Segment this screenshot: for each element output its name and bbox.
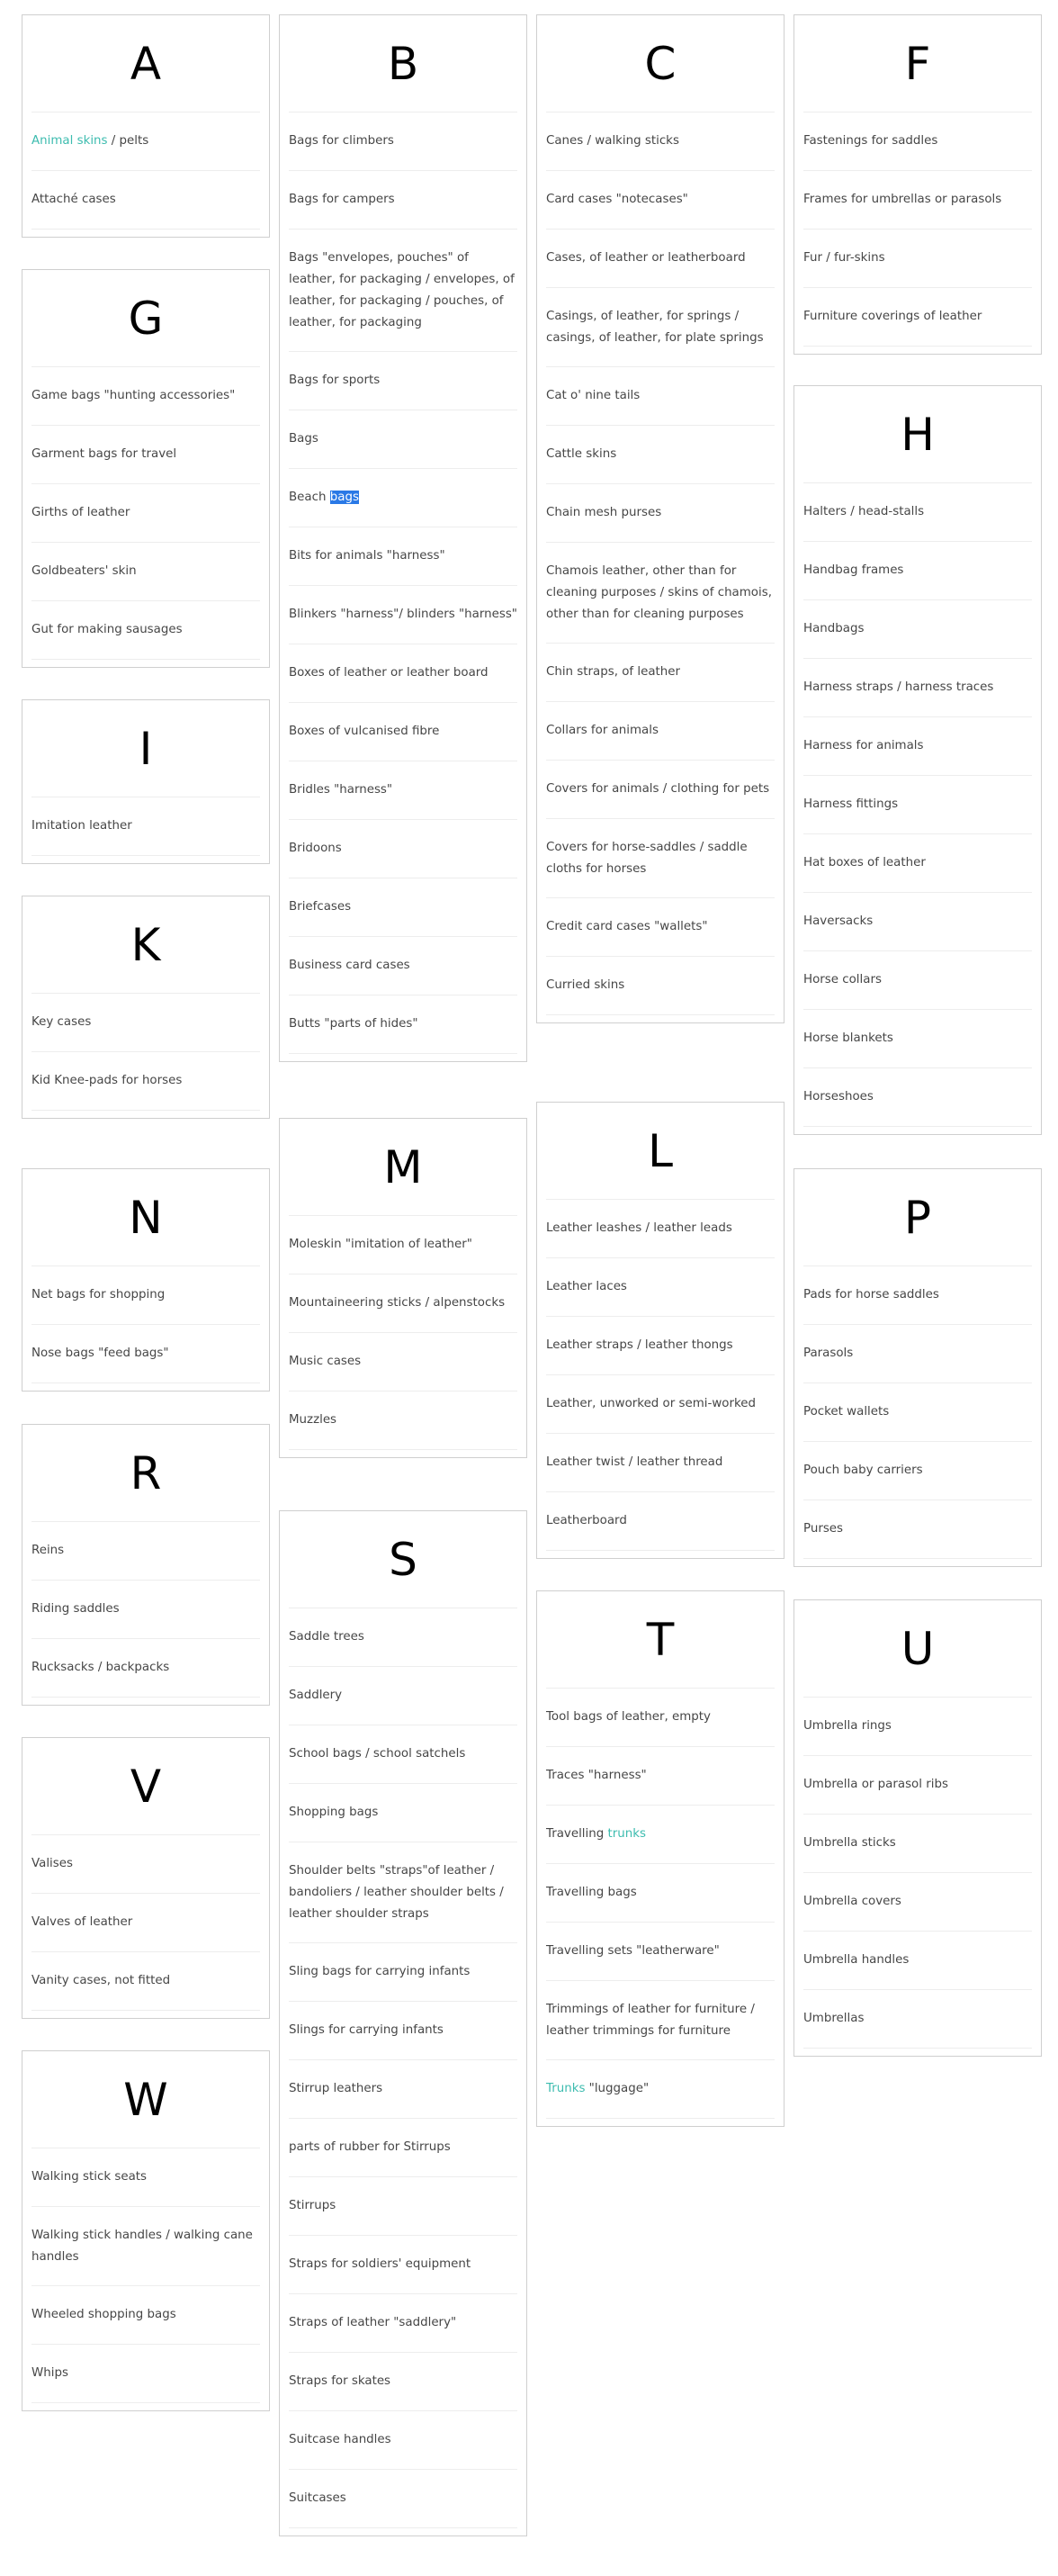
term-text: Game bags "hunting accessories" xyxy=(31,389,236,402)
term-text: Tool bags of leather, empty xyxy=(546,1710,711,1724)
term-item-pouch-baby-carriers xyxy=(803,1442,1032,1500)
term-text: Chamois leather, other than for cleaning purposes / skins of chamois, other than for cleaning purposes xyxy=(546,564,772,621)
letter-card-l xyxy=(536,1102,785,1559)
term-text: Pouch baby carriers xyxy=(803,1464,923,1477)
term-item-leather-laces xyxy=(546,1258,775,1317)
term-text: Bags xyxy=(289,432,318,446)
term-text: Blinkers "harness"/ blinders "harness" xyxy=(289,608,517,621)
term-list xyxy=(31,994,260,1111)
term-list xyxy=(289,1608,517,2528)
term-item-leather-twist-leather-thread xyxy=(546,1434,775,1492)
term-list xyxy=(31,2148,260,2403)
term-text: Gut for making sausages xyxy=(31,623,183,636)
term-item-tool-bags-of-leather-empty xyxy=(546,1689,775,1747)
term-text: Valises xyxy=(31,1857,73,1870)
term-text: Haversacks xyxy=(803,914,874,928)
card-bottom-spacer xyxy=(537,1551,784,1558)
term-text: Bits for animals "harness" xyxy=(289,549,445,563)
term-item-parasols xyxy=(803,1325,1032,1383)
letter-heading: S xyxy=(289,1511,517,1608)
term-list xyxy=(803,1266,1032,1559)
term-text: Boxes of vulcanised fibre xyxy=(289,725,440,738)
term-item-slings-for-carrying-infants xyxy=(289,2002,517,2060)
term-list xyxy=(546,1200,775,1551)
term-link[interactable]: trunks xyxy=(607,1827,646,1841)
term-item-haversacks xyxy=(803,893,1032,951)
term-item-animal-skins-pelts xyxy=(31,113,260,171)
term-text: Girths of leather xyxy=(31,506,130,519)
term-text: Cat o' nine tails xyxy=(546,389,641,402)
term-item-valises xyxy=(31,1835,260,1894)
letter-heading: R xyxy=(31,1425,260,1522)
term-item-riding-saddles xyxy=(31,1581,260,1639)
term-list xyxy=(31,113,260,230)
term-item-kid-knee-pads-for-horses xyxy=(31,1052,260,1111)
term-item-key-cases xyxy=(31,994,260,1052)
term-item-bags-for-campers xyxy=(289,171,517,230)
term-text: Suitcases xyxy=(289,2491,346,2505)
term-text: Travelling xyxy=(546,1827,608,1841)
letter-heading: I xyxy=(31,700,260,797)
term-item-harness-fittings xyxy=(803,776,1032,834)
term-item-sling-bags-for-carrying-infants xyxy=(289,1943,517,2002)
term-text: Net bags for shopping xyxy=(31,1288,166,1302)
term-item-net-bags-for-shopping xyxy=(31,1266,260,1325)
term-item-travelling-sets-leatherware xyxy=(546,1923,775,1981)
term-item-game-bags-hunting-accessories xyxy=(31,367,260,426)
term-item-cattle-skins xyxy=(546,426,775,484)
term-item-cat-o-nine-tails xyxy=(546,367,775,426)
term-item-umbrellas xyxy=(803,1990,1032,2049)
term-text: parts of rubber for Stirrups xyxy=(289,2140,451,2154)
term-text: "luggage" xyxy=(585,2082,650,2095)
letter-card-a xyxy=(22,14,270,238)
letter-heading: V xyxy=(31,1738,260,1835)
term-text: Leather straps / leather thongs xyxy=(546,1338,733,1352)
term-item-muzzles xyxy=(289,1392,517,1450)
term-text: Harness for animals xyxy=(803,739,924,752)
term-text: Straps of leather "saddlery" xyxy=(289,2316,457,2329)
term-text: Rucksacks / backpacks xyxy=(31,1661,170,1674)
term-item-saddlery xyxy=(289,1667,517,1725)
term-text: Handbag frames xyxy=(803,563,904,577)
term-text: Bags for campers xyxy=(289,193,395,206)
term-item-pocket-wallets xyxy=(803,1383,1032,1442)
term-item-harness-straps-harness-traces xyxy=(803,659,1032,717)
term-item-business-card-cases xyxy=(289,937,517,995)
term-list xyxy=(31,797,260,856)
letter-card-s xyxy=(279,1510,527,2536)
term-item-walking-stick-seats xyxy=(31,2148,260,2207)
term-text: Saddlery xyxy=(289,1689,343,1702)
term-text: Canes / walking sticks xyxy=(546,134,679,148)
term-item-stirrups xyxy=(289,2177,517,2236)
term-text: Briefcases xyxy=(289,900,352,914)
term-list xyxy=(803,483,1032,1127)
term-item-credit-card-cases-wallets xyxy=(546,898,775,957)
term-item-reins xyxy=(31,1522,260,1581)
term-list xyxy=(546,1689,775,2119)
term-text: Shopping bags xyxy=(289,1806,379,1819)
term-text: Sling bags for carrying infants xyxy=(289,1965,471,1978)
card-bottom-spacer xyxy=(794,1127,1041,1134)
term-text: Moleskin "imitation of leather" xyxy=(289,1238,472,1251)
term-item-vanity-cases-not-fitted xyxy=(31,1952,260,2011)
term-text: Covers for horse-saddles / saddle cloths for horses xyxy=(546,841,748,876)
card-bottom-spacer xyxy=(22,230,269,237)
card-bottom-spacer xyxy=(280,2528,526,2535)
term-item-halters-head-stalls xyxy=(803,483,1032,542)
term-text: Wheeled shopping bags xyxy=(31,2308,176,2321)
letter-heading: N xyxy=(31,1169,260,1266)
term-text: Reins xyxy=(31,1544,65,1557)
term-text: Covers for animals / clothing for pets xyxy=(546,782,770,796)
selected-text: bags xyxy=(329,491,359,504)
term-item-covers-for-horse-saddles-saddle-cloths-for-horse xyxy=(546,819,775,898)
term-text: Nose bags "feed bags" xyxy=(31,1347,169,1360)
term-text: Curried skins xyxy=(546,978,625,992)
term-item-stirrup-leathers xyxy=(289,2060,517,2119)
term-item-umbrella-handles xyxy=(803,1932,1032,1990)
term-item-leatherboard xyxy=(546,1492,775,1551)
card-bottom-spacer xyxy=(22,1698,269,1705)
term-text: Bridles "harness" xyxy=(289,783,393,797)
term-item-straps-for-skates xyxy=(289,2353,517,2411)
letter-heading: M xyxy=(289,1119,517,1216)
letter-card-h xyxy=(794,385,1042,1135)
card-bottom-spacer xyxy=(280,1450,526,1457)
letter-heading: A xyxy=(31,15,260,113)
term-text: Leatherboard xyxy=(546,1514,627,1527)
letter-heading: U xyxy=(803,1600,1032,1698)
term-text: Pocket wallets xyxy=(803,1405,890,1419)
term-text: Attaché cases xyxy=(31,193,116,206)
term-text: Music cases xyxy=(289,1355,362,1368)
term-item-chin-straps-of-leather xyxy=(546,644,775,702)
letter-heading: C xyxy=(546,15,775,113)
term-text: Collars for animals xyxy=(546,724,659,737)
term-text: Credit card cases "wallets" xyxy=(546,920,708,933)
term-item-imitation-leather xyxy=(31,797,260,856)
term-item-bags-envelopes-pouches-of-leather-for-packaging- xyxy=(289,230,517,352)
term-list xyxy=(31,1266,260,1383)
term-text: Bags for sports xyxy=(289,374,381,387)
term-item-travelling-bags xyxy=(546,1864,775,1923)
term-item-school-bags-school-satchels xyxy=(289,1725,517,1784)
term-list xyxy=(31,367,260,660)
term-text: Stirrups xyxy=(289,2199,336,2212)
term-item-valves-of-leather xyxy=(31,1894,260,1952)
term-item-leather-straps-leather-thongs xyxy=(546,1317,775,1375)
term-text: Casings, of leather, for springs / casings, of leather, for plate springs xyxy=(546,310,764,345)
term-item-straps-for-soldiers-equipment xyxy=(289,2236,517,2294)
term-item-bridles-harness xyxy=(289,761,517,820)
term-text: Walking stick seats xyxy=(31,2170,147,2184)
term-text: Chain mesh purses xyxy=(546,506,662,519)
letter-card-c xyxy=(536,14,785,1023)
term-text: Cattle skins xyxy=(546,447,617,461)
term-text: Horseshoes xyxy=(803,1090,874,1103)
term-text: Umbrella rings xyxy=(803,1719,892,1733)
term-item-chain-mesh-purses xyxy=(546,484,775,543)
term-item-bags-for-sports xyxy=(289,352,517,410)
term-item-music-cases xyxy=(289,1333,517,1392)
term-item-rucksacks-backpacks xyxy=(31,1639,260,1698)
term-item-mountaineering-sticks-alpenstocks xyxy=(289,1274,517,1333)
term-text: Umbrella covers xyxy=(803,1895,901,1908)
term-text: Butts "parts of hides" xyxy=(289,1017,418,1031)
term-text: Bridoons xyxy=(289,842,342,855)
term-list xyxy=(31,1522,260,1698)
term-item-girths-of-leather xyxy=(31,484,260,543)
term-item-traces-harness xyxy=(546,1747,775,1806)
term-item-nose-bags-feed-bags xyxy=(31,1325,260,1383)
term-item-travelling-trunks xyxy=(546,1806,775,1864)
term-text: Umbrellas xyxy=(803,2012,865,2025)
term-item-handbags xyxy=(803,600,1032,659)
term-item-fastenings-for-saddles xyxy=(803,113,1032,171)
card-bottom-spacer xyxy=(537,2119,784,2126)
term-item-leather-leashes-leather-leads xyxy=(546,1200,775,1258)
term-text: Bags "envelopes, pouches" of leather, for packaging / envelopes, of leather, for packaging / pouches, of leather, for packaging xyxy=(289,251,515,329)
letter-card-r xyxy=(22,1424,270,1706)
letter-heading: P xyxy=(803,1169,1032,1266)
term-text: Leather leashes / leather leads xyxy=(546,1221,732,1235)
card-bottom-spacer xyxy=(22,1111,269,1118)
term-list xyxy=(289,1216,517,1450)
term-item-hat-boxes-of-leather xyxy=(803,834,1032,893)
term-text: Imitation leather xyxy=(31,819,132,833)
term-text: Whips xyxy=(31,2366,68,2380)
term-item-canes-walking-sticks xyxy=(546,113,775,171)
term-item-bits-for-animals-harness xyxy=(289,527,517,586)
term-item-card-cases-notecases xyxy=(546,171,775,230)
term-item-covers-for-animals-clothing-for-pets xyxy=(546,761,775,819)
letter-card-f xyxy=(794,14,1042,355)
term-text: Frames for umbrellas or parasols xyxy=(803,193,1002,206)
term-text: Umbrella sticks xyxy=(803,1836,896,1850)
card-bottom-spacer xyxy=(537,1015,784,1022)
term-item-bridoons xyxy=(289,820,517,878)
term-item-chamois-leather-other-than-for-cleaning-purposes xyxy=(546,543,775,644)
term-item-moleskin-imitation-of-leather xyxy=(289,1216,517,1274)
letter-card-w xyxy=(22,2050,270,2411)
letter-heading: K xyxy=(31,896,260,994)
term-item-parts-of-rubber-for-stirrups xyxy=(289,2119,517,2177)
term-item-umbrella-covers xyxy=(803,1873,1032,1932)
term-item-wheeled-shopping-bags xyxy=(31,2286,260,2345)
letter-card-k xyxy=(22,896,270,1119)
term-text: Garment bags for travel xyxy=(31,447,177,461)
term-text: / pelts xyxy=(107,134,149,148)
letter-heading: W xyxy=(31,2051,260,2148)
term-item-whips xyxy=(31,2345,260,2403)
term-item-purses xyxy=(803,1500,1032,1559)
term-text: Card cases "notecases" xyxy=(546,193,688,206)
term-link[interactable]: Animal skins xyxy=(31,134,108,148)
term-item-beach-bags xyxy=(289,469,517,527)
term-item-suitcase-handles xyxy=(289,2411,517,2470)
term-text: Bags for climbers xyxy=(289,134,394,148)
letter-heading: L xyxy=(546,1103,775,1200)
term-text: Beach xyxy=(289,491,330,504)
term-item-pads-for-horse-saddles xyxy=(803,1266,1032,1325)
term-text: Shoulder belts "straps"of leather / bandoliers / leather shoulder belts / leather shoulder straps xyxy=(289,1864,504,1921)
term-item-straps-of-leather-saddlery xyxy=(289,2294,517,2353)
term-item-horse-blankets xyxy=(803,1010,1032,1068)
term-item-shoulder-belts-straps-of-leather-bandoliers-leat xyxy=(289,1842,517,1943)
term-text: Business card cases xyxy=(289,959,410,972)
letter-card-u xyxy=(794,1599,1042,2057)
term-item-boxes-of-leather-or-leather-board xyxy=(289,644,517,703)
term-text: Walking stick handles / walking cane handles xyxy=(31,2229,253,2264)
term-item-goldbeaters-skin xyxy=(31,543,260,601)
letter-card-b xyxy=(279,14,527,1062)
term-text: Harness fittings xyxy=(803,797,899,811)
term-item-umbrella-sticks xyxy=(803,1815,1032,1873)
term-item-butts-parts-of-hides xyxy=(289,995,517,1054)
term-item-walking-stick-handles-walking-cane-handles xyxy=(31,2207,260,2286)
term-text: Muzzles xyxy=(289,1413,337,1427)
term-list xyxy=(803,1698,1032,2049)
term-text: Harness straps / harness traces xyxy=(803,680,994,694)
term-item-briefcases xyxy=(289,878,517,937)
card-bottom-spacer xyxy=(22,1383,269,1391)
letter-heading: B xyxy=(289,15,517,113)
term-text: Parasols xyxy=(803,1347,854,1360)
term-text: School bags / school satchels xyxy=(289,1747,466,1761)
letter-card-g xyxy=(22,269,270,668)
term-text: Travelling sets "leatherware" xyxy=(546,1944,720,1958)
term-list xyxy=(31,1835,260,2011)
term-text: Fur / fur-skins xyxy=(803,251,885,265)
letter-card-t xyxy=(536,1590,785,2127)
letter-card-n xyxy=(22,1168,270,1392)
term-text: Kid Knee-pads for horses xyxy=(31,1074,183,1087)
term-text: Traces "harness" xyxy=(546,1769,647,1782)
term-item-curried-skins xyxy=(546,957,775,1015)
term-item-cases-of-leather-or-leatherboard xyxy=(546,230,775,288)
term-item-shopping-bags xyxy=(289,1784,517,1842)
term-item-garment-bags-for-travel xyxy=(31,426,260,484)
term-item-attach-cases xyxy=(31,171,260,230)
term-item-frames-for-umbrellas-or-parasols xyxy=(803,171,1032,230)
letter-card-m xyxy=(279,1118,527,1458)
term-text: Riding saddles xyxy=(31,1602,120,1616)
term-text: Leather laces xyxy=(546,1280,627,1293)
letter-heading: F xyxy=(803,15,1032,113)
term-text: Travelling bags xyxy=(546,1886,637,1899)
term-text: Straps for soldiers' equipment xyxy=(289,2257,471,2271)
term-text: Valves of leather xyxy=(31,1915,133,1929)
term-item-horse-collars xyxy=(803,951,1032,1010)
term-text: Mountaineering sticks / alpenstocks xyxy=(289,1296,506,1310)
term-item-suitcases xyxy=(289,2470,517,2528)
term-text: Handbags xyxy=(803,622,865,635)
term-text: Horse blankets xyxy=(803,1031,893,1045)
card-bottom-spacer xyxy=(794,347,1041,354)
term-text: Purses xyxy=(803,1522,844,1536)
term-text: Chin straps, of leather xyxy=(546,665,681,679)
card-bottom-spacer xyxy=(22,856,269,863)
term-text: Umbrella handles xyxy=(803,1953,910,1967)
letter-card-p xyxy=(794,1168,1042,1567)
term-text: Key cases xyxy=(31,1015,92,1029)
term-list xyxy=(546,113,775,1015)
letter-heading: T xyxy=(546,1591,775,1689)
term-item-bags-for-climbers xyxy=(289,113,517,171)
term-text: Goldbeaters' skin xyxy=(31,564,137,578)
term-text: Stirrup leathers xyxy=(289,2082,383,2095)
term-text: Slings for carrying infants xyxy=(289,2023,444,2037)
term-text: Halters / head-stalls xyxy=(803,505,925,518)
term-text: Furniture coverings of leather xyxy=(803,310,982,323)
term-item-umbrella-rings xyxy=(803,1698,1032,1756)
term-link[interactable]: Trunks xyxy=(546,2082,586,2095)
term-item-gut-for-making-sausages xyxy=(31,601,260,660)
term-text: Straps for skates xyxy=(289,2374,391,2388)
card-bottom-spacer xyxy=(22,660,269,667)
card-bottom-spacer xyxy=(794,1559,1041,1566)
term-text: Boxes of leather or leather board xyxy=(289,666,489,680)
letter-card-v xyxy=(22,1737,270,2019)
term-item-saddle-trees xyxy=(289,1608,517,1667)
term-item-harness-for-animals xyxy=(803,717,1032,776)
term-item-fur-fur-skins xyxy=(803,230,1032,288)
term-item-bags xyxy=(289,410,517,469)
term-text: Vanity cases, not fitted xyxy=(31,1974,171,1987)
term-item-handbag-frames xyxy=(803,542,1032,600)
card-bottom-spacer xyxy=(22,2011,269,2018)
term-item-boxes-of-vulcanised-fibre xyxy=(289,703,517,761)
term-text: Umbrella or parasol ribs xyxy=(803,1778,948,1791)
term-item-umbrella-or-parasol-ribs xyxy=(803,1756,1032,1815)
term-list xyxy=(803,113,1032,347)
term-text: Cases, of leather or leatherboard xyxy=(546,251,746,265)
term-text: Saddle trees xyxy=(289,1630,364,1644)
term-text: Trimmings of leather for furniture / leather trimmings for furniture xyxy=(546,2003,755,2038)
letter-heading: G xyxy=(31,270,260,367)
term-text: Suitcase handles xyxy=(289,2433,391,2446)
term-item-trunks-luggage xyxy=(546,2060,775,2119)
card-bottom-spacer xyxy=(280,1054,526,1061)
term-text: Pads for horse saddles xyxy=(803,1288,939,1302)
term-list xyxy=(289,113,517,1054)
term-text: Hat boxes of leather xyxy=(803,856,926,869)
term-item-casings-of-leather-for-springs-casings-of-leathe xyxy=(546,288,775,367)
card-bottom-spacer xyxy=(794,2049,1041,2056)
term-item-blinkers-harness-blinders-harness xyxy=(289,586,517,644)
term-text: Horse collars xyxy=(803,973,882,986)
card-bottom-spacer xyxy=(22,2403,269,2410)
term-item-trimmings-of-leather-for-furniture-leather-trimm xyxy=(546,1981,775,2060)
term-text: Fastenings for saddles xyxy=(803,134,938,148)
term-item-horseshoes xyxy=(803,1068,1032,1127)
term-text: Leather twist / leather thread xyxy=(546,1455,723,1469)
term-text: Leather, unworked or semi-worked xyxy=(546,1397,756,1410)
letter-card-i xyxy=(22,699,270,864)
term-item-leather-unworked-or-semi-worked xyxy=(546,1375,775,1434)
term-item-furniture-coverings-of-leather xyxy=(803,288,1032,347)
term-item-collars-for-animals xyxy=(546,702,775,761)
letter-heading: H xyxy=(803,386,1032,483)
